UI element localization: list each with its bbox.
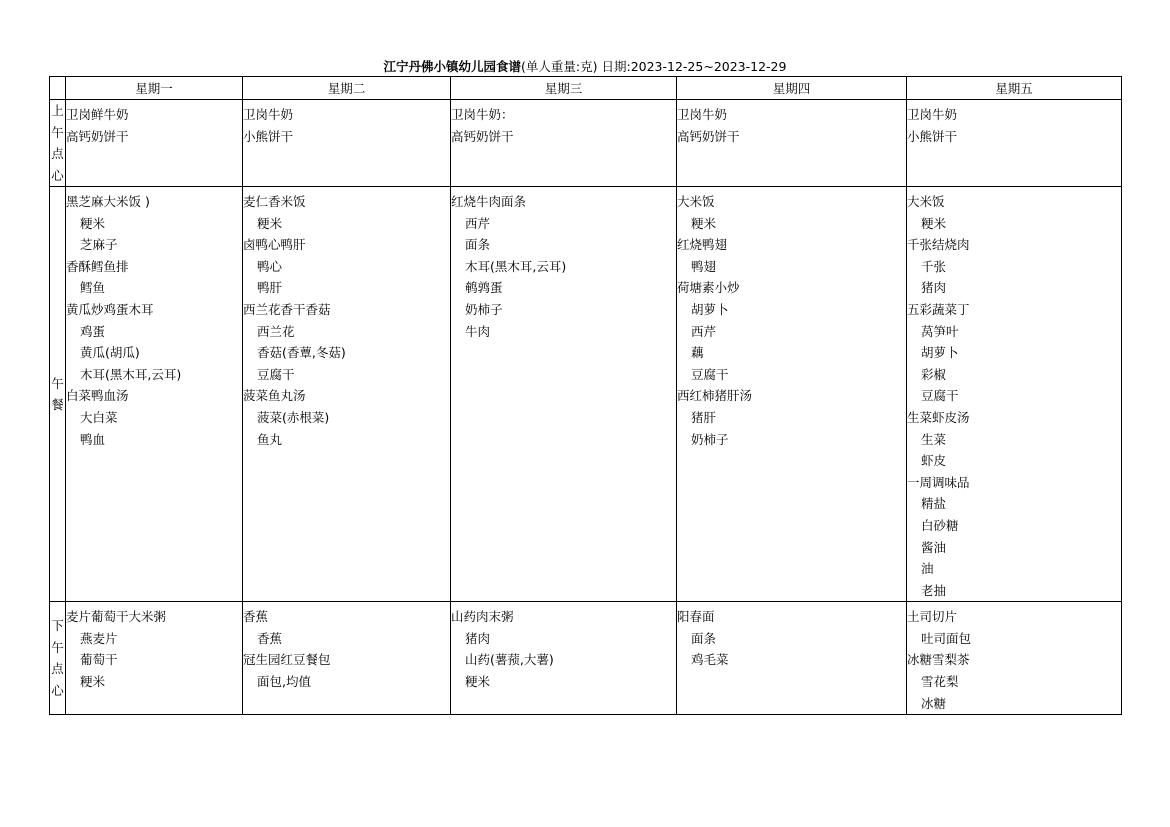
meal-label: 下午点心 [51, 618, 64, 698]
ingredient-item: 千张 [921, 258, 947, 274]
ingredient-item: 鳕鱼 [80, 280, 106, 296]
dish-item: 高钙奶饼干 [451, 128, 514, 144]
day-header: 星期一 [66, 77, 243, 100]
ingredient-item: 粳米 [80, 215, 106, 231]
menu-cell [677, 602, 907, 715]
dish-item: 菠菜鱼丸汤 [243, 388, 306, 404]
ingredient-item: 粳米 [465, 674, 491, 690]
day-header: 星期三 [451, 77, 677, 100]
ingredient-item: 豆腐干 [691, 366, 729, 382]
dish-item: 卫岗鲜牛奶 [66, 107, 129, 122]
dish-item: 一周调味品 [907, 474, 970, 490]
ingredient-item: 面条 [691, 630, 717, 646]
ingredient-item: 莴笋叶 [921, 323, 959, 339]
menu-cell-content [451, 187, 676, 342]
menu-cell [677, 187, 907, 602]
menu-cell-content [66, 602, 242, 692]
dish-item: 黑芝麻大米饭 ) [66, 194, 150, 209]
menu-cell [907, 187, 1122, 602]
dish-item: 麦仁香米饭 [243, 194, 306, 209]
menu-cell [243, 100, 451, 187]
ingredient-item: 藕 [691, 345, 704, 361]
ingredient-item: 葡萄干 [80, 652, 118, 668]
menu-cell-content [66, 100, 242, 147]
menu-cell-content [907, 187, 1121, 601]
ingredient-item: 面条 [465, 237, 491, 253]
title-subtitle: (单人重量:克) 日期:2023-12-25~2023-12-29 [521, 59, 787, 74]
day-header: 星期五 [907, 77, 1122, 100]
dish-item: 小熊饼干 [243, 128, 294, 144]
ingredient-item: 鸭翅 [691, 258, 717, 274]
dish-item: 香酥鳕鱼排 [66, 258, 129, 274]
meal-label-cell [50, 100, 66, 187]
ingredient-item: 粳米 [921, 215, 947, 231]
ingredient-item: 面包,均值 [257, 674, 311, 690]
menu-cell [243, 602, 451, 715]
dish-item: 红烧鸭翅 [677, 237, 728, 253]
meal-row-am [50, 100, 1122, 187]
ingredient-item: 雪花梨 [921, 674, 959, 690]
menu-cell-content [66, 187, 242, 450]
dish-item: 荷塘素小炒 [677, 280, 740, 296]
menu-cell [907, 100, 1122, 187]
ingredient-item: 香菇(香蕈,冬菇) [257, 345, 346, 361]
menu-cell-content [451, 100, 676, 147]
ingredient-item: 吐司面包 [921, 630, 972, 646]
day-header: 星期二 [243, 77, 451, 100]
ingredient-item: 奶柿子 [465, 301, 503, 317]
ingredient-item: 奶柿子 [691, 431, 729, 447]
ingredient-item: 猪肉 [465, 630, 491, 646]
menu-cell-content [677, 187, 906, 450]
ingredient-item: 生菜 [921, 431, 947, 447]
title-main: 江宁丹佛小镇幼儿园食谱 [383, 59, 522, 74]
dish-item: 高钙奶饼干 [66, 128, 129, 144]
ingredient-item: 鸡毛菜 [691, 652, 729, 668]
dish-item: 冠生园红豆餐包 [243, 652, 331, 668]
meal-label: 上午点心 [51, 103, 64, 183]
ingredient-item: 油 [921, 561, 934, 577]
ingredient-item: 燕麦片 [80, 630, 118, 646]
ingredient-item: 虾皮 [921, 453, 947, 469]
ingredient-item: 香蕉 [257, 630, 283, 646]
menu-cell-content [451, 602, 676, 692]
dish-item: 山药肉末粥 [451, 609, 514, 625]
dish-item: 卫岗牛奶： [451, 107, 514, 122]
dish-item: 五彩蔬菜丁 [907, 301, 970, 317]
dish-item: 卫岗牛奶 [677, 107, 728, 122]
ingredient-item: 酱油 [921, 539, 947, 555]
menu-cell [66, 602, 243, 715]
menu-cell [907, 602, 1122, 715]
dish-item: 香蕉 [243, 609, 269, 625]
header-row [50, 77, 1122, 100]
ingredient-item: 胡萝卜 [921, 345, 959, 361]
menu-cell [451, 602, 677, 715]
corner-cell [50, 77, 66, 100]
meal-label: 午餐 [51, 375, 64, 413]
ingredient-item: 猪肉 [921, 280, 947, 296]
dish-item: 卫岗牛奶 [907, 107, 958, 122]
menu-cell-content [907, 602, 1121, 714]
dish-item: 麦片葡萄干大米粥 [66, 609, 167, 625]
page-title [0, 59, 1170, 75]
menu-cell [243, 187, 451, 602]
ingredient-item: 白砂糖 [921, 517, 959, 533]
dish-item: 西红柿猪肝汤 [677, 388, 753, 404]
dish-item: 土司切片 [907, 609, 958, 625]
dish-item: 西兰花香干香菇 [243, 301, 331, 317]
menu-cell [66, 100, 243, 187]
day-header: 星期四 [677, 77, 907, 100]
ingredient-item: 胡萝卜 [691, 301, 729, 317]
dish-item: 卤鸭心鸭肝 [243, 237, 306, 253]
dish-item: 卫岗牛奶 [243, 107, 294, 122]
menu-body [50, 100, 1122, 715]
ingredient-item: 豆腐干 [257, 366, 295, 382]
dish-item: 生菜虾皮汤 [907, 409, 970, 425]
ingredient-item: 粳米 [257, 215, 283, 231]
menu-cell-content [677, 602, 906, 671]
meal-label-cell [50, 602, 66, 715]
dish-item: 千张结烧肉 [907, 237, 970, 253]
ingredient-item: 鸭心 [257, 258, 283, 274]
meal-row-lunch [50, 187, 1122, 602]
menu-cell-content [677, 100, 906, 147]
menu-cell-content [243, 100, 450, 147]
menu-cell [66, 187, 243, 602]
ingredient-item: 老抽 [921, 582, 947, 598]
dish-item: 黄瓜炒鸡蛋木耳 [66, 301, 154, 317]
ingredient-item: 芝麻子 [80, 237, 118, 253]
ingredient-item: 山药(薯蓣,大薯) [465, 652, 554, 668]
dish-item: 红烧牛肉面条 [451, 194, 527, 209]
ingredient-item: 鱼丸 [257, 431, 283, 447]
dish-item: 阳春面 [677, 609, 715, 625]
ingredient-item: 木耳(黑木耳,云耳) [80, 366, 182, 382]
meal-label-cell [50, 187, 66, 602]
ingredient-item: 猪肝 [691, 409, 717, 425]
ingredient-item: 大白菜 [80, 409, 118, 425]
dish-item: 大米饭 [907, 194, 945, 209]
ingredient-item: 粳米 [691, 215, 717, 231]
ingredient-item: 彩椒 [921, 366, 947, 382]
ingredient-item: 豆腐干 [921, 388, 959, 404]
ingredient-item: 鸭血 [80, 431, 106, 447]
ingredient-item: 菠菜(赤根菜) [257, 409, 330, 425]
ingredient-item: 冰糖 [921, 695, 947, 711]
meal-row-pm [50, 602, 1122, 715]
ingredient-item: 鹌鹑蛋 [465, 280, 503, 296]
ingredient-item: 精盐 [921, 496, 947, 512]
menu-table [49, 76, 1122, 715]
ingredient-item: 西芹 [691, 323, 717, 339]
ingredient-item: 粳米 [80, 674, 106, 690]
ingredient-item: 木耳(黑木耳,云耳) [465, 258, 567, 274]
menu-cell [677, 100, 907, 187]
ingredient-item: 鸡蛋 [80, 323, 106, 339]
menu-cell-content [907, 100, 1121, 147]
menu-cell-content [243, 187, 450, 450]
dish-item: 白菜鸭血汤 [66, 388, 129, 404]
dish-item: 大米饭 [677, 194, 715, 209]
ingredient-item: 西兰花 [257, 323, 295, 339]
ingredient-item: 黄瓜(胡瓜) [80, 345, 140, 361]
ingredient-item: 牛肉 [465, 323, 491, 339]
dish-item: 高钙奶饼干 [677, 128, 740, 144]
menu-cell [451, 187, 677, 602]
menu-cell-content [243, 602, 450, 692]
ingredient-item: 西芹 [465, 215, 491, 231]
menu-cell [451, 100, 677, 187]
dish-item: 冰糖雪梨茶 [907, 652, 970, 668]
ingredient-item: 鸭肝 [257, 280, 283, 296]
dish-item: 小熊饼干 [907, 128, 958, 144]
